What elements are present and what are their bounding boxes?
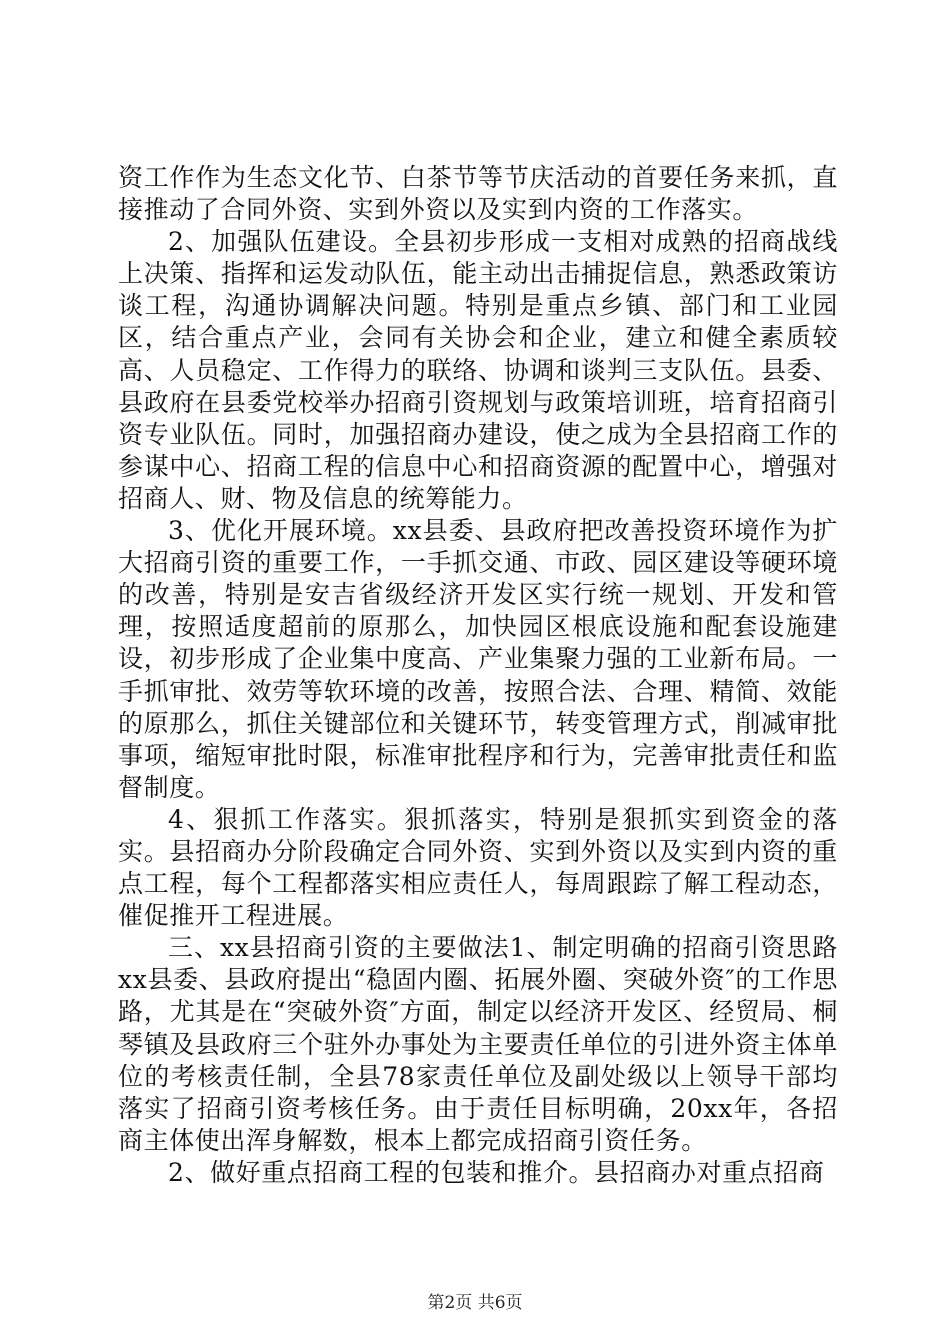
paragraph-1: 资工作作为生态文化节、白茶节等节庆活动的首要任务来抓，直接推动了合同外资、实到外资以及实到内资的工作落实。: [118, 163, 838, 225]
paragraph-3: 3、优化开展环境。xx县委、县政府把改善投资环境作为扩大招商引资的重要工作，一手抓交通、市政、园区建设等硬环境的改善，特别是安吉省级经济开发区实行统一规划、开发和管理，按照适度超前的原那么，加快园区根底设施和配套设施建设，初步形成了企业集中度高、产业集聚力强的工业新布局。一手抓审批、效劳等软环境的改善，按照合法、合理、精简、效能的原那么，抓住关键部位和关键环节，转变管理方式，削减审批事项，缩短审批时限，标准审批程序和行为，完善审批责任和监督制度。: [118, 516, 838, 802]
paragraph-2: 2、加强队伍建设。全县初步形成一支相对成熟的招商战线上决策、指挥和运发动队伍，能主动出击捕捉信息，熟悉政策访谈工程，沟通协调解决问题。特别是重点乡镇、部门和工业园区，结合重点产业，会同有关协会和企业，建立和健全素质较高、人员稳定、工作得力的联络、协调和谈判三支队伍。县委、县政府在县委党校举办招商引资规划与政策培训班，培育招商引资专业队伍。同时，加强招商办建设，使之成为全县招商工作的参谋中心、招商工程的信息中心和招商资源的配置中心，增强对招商人、财、物及信息的统筹能力。: [118, 227, 838, 513]
paragraph-6: 2、做好重点招商工程的包装和推介。县招商办对重点招商: [168, 1157, 825, 1187]
paragraph-4: 4、狠抓工作落实。狠抓落实，特别是狠抓实到资金的落实。县招商办分阶段确定合同外资、实到外资以及实到内资的重点工程，每个工程都落实相应责任人，每周跟踪了解工程动态，催促推开工程进展。: [118, 804, 838, 931]
paragraph-5: 三、xx县招商引资的主要做法1、制定明确的招商引资思路xx县委、县政府提出“稳固内圈、拓展外圈、突破外资″的工作思路，尤其是在“突破外资″方面，制定以经济开发区、经贸局、桐琴镇及县政府三个驻外办事处为主要责任单位的引进外资主体单位的考核责任制，全县78家责任单位及副处级以上领导干部均落实了招商引资考核任务。由于责任目标明确，20xx年，各招商主体使出浑身解数，根本上都完成招商引资任务。: [118, 933, 838, 1155]
page-footer: 第2页 共6页: [427, 1293, 523, 1313]
document-body: [118, 162, 838, 1189]
